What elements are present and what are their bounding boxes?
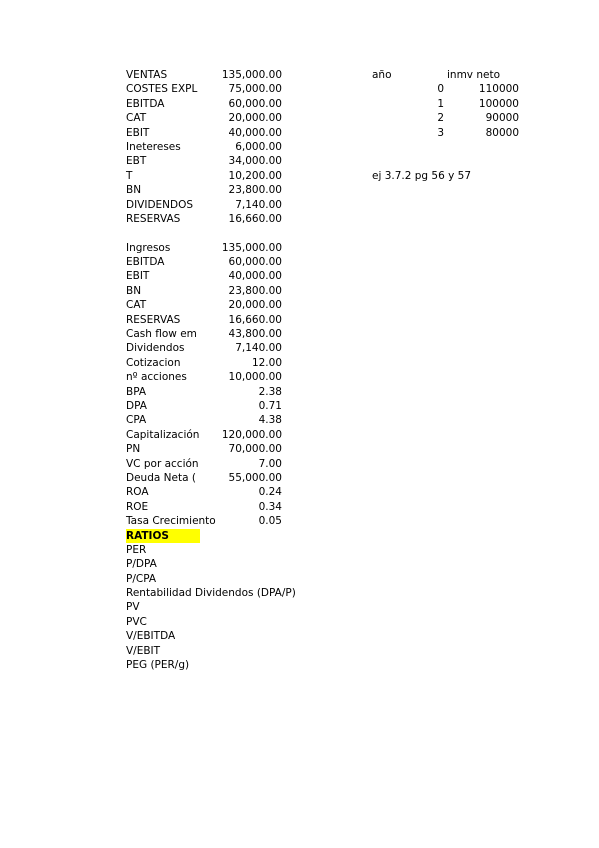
row-label: Cash flow em (126, 328, 197, 341)
ratio-label: PVC (126, 615, 147, 628)
table-row (126, 341, 316, 355)
row-label: Capitalización (126, 428, 200, 441)
ratio-label: PEG (PER/g) (126, 659, 190, 672)
table-row (126, 183, 316, 197)
row-value: 6,000.00 (235, 140, 282, 153)
row-label: EBIT (126, 270, 150, 283)
row-value: 135,000.00 (221, 241, 282, 254)
list-item (126, 629, 316, 643)
row-value: 55,000.00 (228, 471, 282, 484)
row-value: 23,800.00 (228, 284, 282, 297)
row-label: VC por acción (126, 457, 199, 470)
row-value: 16,660.00 (228, 313, 282, 326)
row-label: Inetereses (126, 140, 181, 153)
row-value: 20,000.00 (228, 112, 282, 125)
table-row (126, 356, 316, 370)
table-row (126, 255, 316, 269)
row-value: 10,000.00 (228, 371, 282, 384)
column-header-value: inmv neto (447, 69, 501, 81)
row-value: 23,800.00 (228, 184, 282, 197)
row-label: DPA (126, 399, 147, 412)
year-cell: 1 (437, 97, 444, 110)
value-cell: 100000 (478, 97, 519, 110)
table-row (126, 529, 316, 543)
row-value: 0.05 (258, 515, 282, 528)
list-item (126, 644, 316, 658)
left-column (126, 68, 316, 672)
ratios-heading: RATIOS (126, 529, 200, 543)
row-value: 7,140.00 (235, 198, 282, 211)
table-row (126, 241, 316, 255)
list-item (126, 600, 316, 614)
table-row (126, 126, 316, 140)
table-row (126, 413, 316, 427)
ratio-label: Rentabilidad Dividendos (DPA/P) (126, 587, 296, 600)
row-value: 34,000.00 (228, 155, 282, 168)
table-row (126, 269, 316, 283)
table-row (126, 457, 316, 471)
ratios-section (126, 529, 316, 673)
row-value: 16,660.00 (228, 212, 282, 225)
table-row (126, 370, 316, 384)
row-label: Dividendos (126, 342, 185, 355)
row-label: EBITDA (126, 97, 165, 110)
table-row (126, 82, 316, 96)
value-cell: 110000 (478, 83, 519, 96)
row-label: DIVIDENDOS (126, 198, 194, 211)
ratio-label: PV (126, 601, 140, 614)
table-row (126, 385, 316, 399)
ratio-label: PER (126, 543, 147, 556)
exercise-note: ej 3.7.2 pg 56 y 57 (372, 170, 472, 182)
row-value: 40,000.00 (228, 126, 282, 139)
table-row (126, 198, 316, 212)
row-label: Cotizacion (126, 356, 181, 369)
row-value: 120,000.00 (221, 428, 282, 441)
row-label: CAT (126, 112, 147, 125)
row-label: nº acciones (126, 371, 187, 384)
row-value: 0.24 (258, 486, 282, 499)
row-label: CPA (126, 414, 147, 427)
row-value: 60,000.00 (228, 97, 282, 110)
row-value: 70,000.00 (228, 443, 282, 456)
row-value: 40,000.00 (228, 270, 282, 283)
row-value: 12.00 (251, 356, 282, 369)
row-value: 7,140.00 (235, 342, 282, 355)
row-label: VENTAS (126, 69, 168, 81)
row-value: 2.38 (258, 385, 282, 398)
list-item (126, 615, 316, 629)
table-row (126, 68, 316, 82)
row-label: RESERVAS (126, 212, 181, 225)
row-value: 75,000.00 (228, 83, 282, 96)
table-row (126, 212, 316, 226)
table-row (126, 313, 316, 327)
row-label: Tasa Crecimiento (126, 515, 216, 528)
income-statement (126, 68, 316, 226)
row-value: 10,200.00 (228, 169, 282, 182)
table-row (126, 399, 316, 413)
row-label: BN (126, 184, 142, 197)
list-item (126, 658, 316, 672)
ratio-label: P/DPA (126, 558, 157, 571)
table-row (126, 298, 316, 312)
row-label: EBIT (126, 126, 150, 139)
metrics-table (126, 241, 316, 529)
row-value: 0.34 (258, 500, 282, 513)
row-label: ROE (126, 500, 149, 513)
table-row (126, 485, 316, 499)
row-label: RESERVAS (126, 313, 181, 326)
table-row (126, 140, 316, 154)
row-label: EBT (126, 155, 147, 168)
row-label: EBITDA (126, 256, 165, 269)
blank-row (126, 226, 316, 240)
table-row (372, 82, 532, 96)
table-row (126, 97, 316, 111)
row-label: Ingresos (126, 241, 171, 254)
column-header-year: año (372, 69, 392, 81)
row-value: 4.38 (258, 414, 282, 427)
table-row (372, 126, 532, 140)
list-item (126, 586, 316, 600)
table-row (126, 154, 316, 168)
row-label: T (126, 169, 133, 182)
table-row (126, 284, 316, 298)
table-row (126, 327, 316, 341)
table-row (372, 111, 532, 125)
row-label: BN (126, 284, 142, 297)
row-value: 7.00 (258, 457, 282, 470)
year-cell: 3 (437, 126, 444, 139)
row-label: BPA (126, 385, 147, 398)
row-value: 135,000.00 (221, 69, 282, 81)
table-row (372, 97, 532, 111)
ratio-label: V/EBIT (126, 644, 161, 657)
investment-table (372, 68, 532, 140)
table-row (126, 500, 316, 514)
row-label: Deuda Neta ( (126, 471, 196, 484)
year-cell: 2 (437, 112, 444, 125)
list-item (126, 572, 316, 586)
table-row (126, 471, 316, 485)
value-cell: 80000 (485, 126, 519, 139)
row-value: 0.71 (258, 399, 282, 412)
year-cell: 0 (437, 83, 444, 96)
value-cell: 90000 (485, 112, 519, 125)
row-value: 43,800.00 (228, 328, 282, 341)
row-value: 20,000.00 (228, 299, 282, 312)
table-header-row (372, 68, 532, 82)
ratio-label: P/CPA (126, 572, 157, 585)
table-row (126, 111, 316, 125)
table-row (126, 442, 316, 456)
row-label: COSTES EXPL (126, 83, 198, 96)
table-row (126, 428, 316, 442)
row-label: PN (126, 443, 141, 456)
row-value: 60,000.00 (228, 256, 282, 269)
ratio-label: V/EBITDA (126, 630, 176, 643)
table-row (126, 169, 316, 183)
table-row (126, 514, 316, 528)
row-label: ROA (126, 486, 149, 499)
row-label: CAT (126, 299, 147, 312)
list-item (126, 557, 316, 571)
list-item (126, 543, 316, 557)
